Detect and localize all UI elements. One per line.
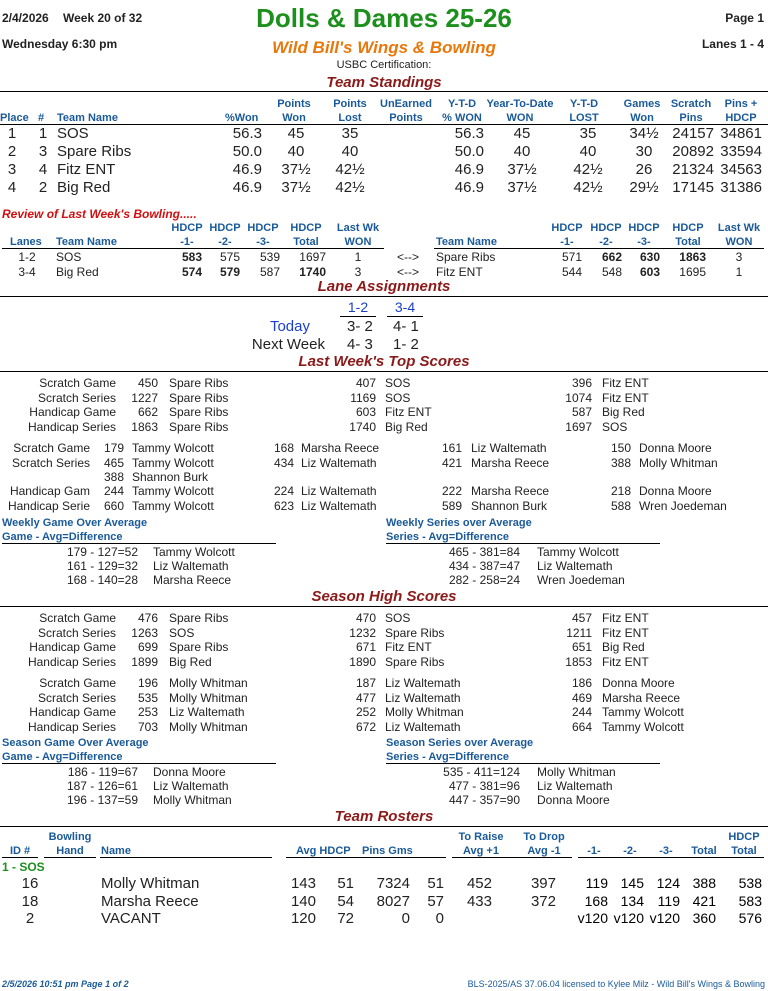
roster-hdcp: 72: [337, 910, 354, 927]
standings-num: 4: [38, 161, 48, 178]
n2: Molly Whitman: [385, 705, 464, 719]
n3: Shannon Burk: [471, 499, 548, 513]
n2: Liz Waltemath: [385, 719, 461, 734]
roster-drop: 372: [530, 892, 556, 910]
roster-g2: 145: [620, 875, 644, 891]
review-b1: 544: [561, 265, 582, 279]
v2: 477: [355, 690, 376, 705]
today-lane-2: 4- 1: [393, 318, 419, 335]
review-title: Review of Last Week's Bowling.....: [2, 207, 197, 221]
review-lanes: 3-4: [18, 265, 36, 279]
n3: Marsha Reece: [602, 690, 681, 705]
label: Scratch Series: [11, 456, 90, 470]
n1: Shannon Burk: [132, 470, 209, 484]
roster-hdcp: 51: [337, 875, 354, 892]
roster-pins: 7324: [376, 875, 410, 892]
label: Scratch Game: [39, 376, 116, 390]
v2: 470: [355, 611, 376, 625]
n1: Big Red: [169, 654, 212, 669]
standings-hdcp: 34563: [720, 161, 762, 178]
standings-pl: 40: [341, 143, 359, 160]
v1: 476: [137, 611, 158, 625]
review-bw: 1: [735, 265, 743, 279]
n3: Tammy Wolcott: [602, 719, 684, 734]
roster-id: 16: [21, 875, 39, 892]
n2: Liz Waltemath: [301, 456, 377, 470]
weekly-game-over-title: Weekly Game Over Average: [2, 517, 148, 529]
lanes-title: Lane Assignments: [317, 278, 451, 295]
roster-pins: 8027: [376, 892, 410, 910]
review-b1: 571: [561, 250, 582, 264]
v1: 660: [103, 499, 124, 513]
v3: 244: [571, 705, 592, 719]
roster-g1: v120: [577, 910, 608, 926]
review-t1: SOS: [56, 250, 82, 264]
n3: Big Red: [602, 640, 645, 654]
n1: Spare Ribs: [169, 376, 229, 390]
review-a2: 579: [219, 265, 240, 279]
v3: 469: [571, 690, 592, 705]
v1: 388: [103, 470, 124, 484]
season-title: Season High Scores: [311, 588, 457, 605]
roster-gms: 57: [427, 892, 444, 910]
v2: 252: [355, 705, 376, 719]
series-over-calc: 477 - 381=96: [448, 779, 520, 793]
review-a3: 539: [259, 250, 280, 264]
v1: 253: [137, 705, 158, 719]
label: Handicap Game: [29, 640, 116, 654]
v2: 672: [355, 719, 376, 734]
review-a2: 575: [219, 250, 240, 264]
roster-id: 2: [25, 910, 35, 927]
game-over-calc: 196 - 137=59: [66, 793, 138, 807]
game-over-calc: 187 - 126=61: [66, 779, 138, 793]
n4: Molly Whitman: [639, 456, 718, 470]
season-game-over-title: Season Game Over Average: [2, 737, 149, 749]
weekly-game-over-sub: Game - Avg=Difference: [2, 531, 123, 543]
page-number: Page 1: [725, 11, 764, 25]
standings-ytdw: 40: [513, 143, 531, 160]
n1: Tammy Wolcott: [132, 499, 214, 513]
v2: 603: [355, 405, 376, 419]
game-over-name: Donna Moore: [153, 765, 226, 779]
roster-team-label: 1 - SOS: [2, 860, 45, 874]
roster-g3: v120: [649, 910, 680, 926]
standings-team: Big Red: [57, 179, 111, 196]
standings-hdcp: 33594: [720, 143, 762, 160]
n2: Fitz ENT: [385, 405, 432, 419]
standings-pins: 20892: [672, 143, 714, 160]
usbc-cert: USBC Certification:: [336, 59, 432, 71]
report-date: 2/4/2026: [2, 11, 49, 25]
v3: 161: [441, 441, 462, 455]
roster-avg: 120: [290, 910, 316, 927]
n4: Donna Moore: [639, 484, 712, 498]
v2: 623: [273, 499, 294, 513]
v2: 1169: [350, 390, 376, 405]
roster-g3: 119: [657, 892, 680, 909]
roster-gms: 51: [427, 875, 444, 892]
today-lane-1: 3- 2: [347, 318, 373, 335]
v1: 703: [137, 719, 158, 734]
n3: Fitz ENT: [602, 390, 649, 405]
game-over-name: Liz Waltemath: [153, 559, 229, 573]
n1: Spare Ribs: [169, 611, 229, 625]
standings-num: 1: [38, 125, 48, 142]
review-a1: 583: [181, 250, 202, 264]
roster-g1: 168: [584, 892, 608, 909]
v2: 407: [355, 376, 376, 390]
label: Scratch Series: [37, 390, 116, 405]
standings-pins: 21324: [672, 161, 714, 178]
top-scores-title: Last Week's Top Scores: [298, 353, 470, 370]
standings-ytdl: 42½: [573, 161, 603, 178]
standings-pl: 42½: [335, 179, 365, 196]
v4: 218: [610, 484, 631, 498]
series-over-calc: 465 - 381=84: [448, 545, 520, 559]
standings-pw: 40: [287, 143, 305, 160]
review-bt: 1695: [679, 265, 706, 279]
weekly-series-over-title: Weekly Series over Average: [386, 517, 532, 529]
v1: 450: [137, 376, 158, 390]
review-b2: 548: [601, 265, 622, 279]
label: Handicap Series: [27, 419, 116, 434]
v4: 588: [610, 499, 631, 513]
lane-col-2: 3-4: [394, 299, 416, 315]
v2: 1232: [349, 625, 376, 640]
roster-g2: v120: [613, 910, 644, 926]
standings-gw: 30: [635, 143, 653, 160]
game-over-name: Liz Waltemath: [153, 779, 229, 793]
standings-hdcp: 34861: [720, 125, 762, 142]
standings-ytdpct: 46.9: [454, 179, 484, 196]
n1: Liz Waltemath: [169, 705, 245, 719]
v2: 1740: [349, 419, 376, 434]
roster-name: VACANT: [101, 910, 161, 927]
v3: 651: [571, 640, 592, 654]
label: Scratch Game: [39, 611, 116, 625]
lanes-range: Lanes 1 - 4: [701, 37, 764, 51]
label: Handicap Series: [27, 719, 116, 734]
standings-ytdw: 37½: [507, 161, 537, 178]
v1: 1863: [131, 419, 158, 434]
standings-ytdpct: 46.9: [454, 161, 484, 178]
weekly-series-over-sub: Series - Avg=Difference: [386, 531, 509, 543]
n2: Fitz ENT: [385, 640, 432, 654]
label: Handicap Game: [29, 405, 116, 419]
lane-col-1: 1-2: [347, 299, 369, 315]
standings-team: SOS: [57, 125, 89, 142]
n2: Liz Waltemath: [301, 499, 377, 513]
n1: Tammy Wolcott: [132, 484, 214, 498]
n1: SOS: [169, 625, 195, 640]
review-a3: 587: [259, 265, 280, 279]
standings-pl: 42½: [335, 161, 365, 178]
roster-total: 388: [692, 875, 716, 891]
v3: 587: [571, 405, 592, 419]
standings-num: 2: [38, 179, 48, 196]
v2: 671: [355, 640, 376, 654]
n3: Liz Waltemath: [471, 441, 547, 455]
roster-htotal: 576: [738, 910, 762, 926]
standings-team: Fitz ENT: [57, 161, 116, 178]
label: Handicap Gam: [9, 484, 90, 498]
v2: 434: [273, 456, 294, 470]
roster-gms: 0: [435, 910, 444, 927]
v3: 589: [441, 499, 462, 513]
standings-place: 1: [7, 125, 17, 142]
standings-pct: 46.9: [232, 161, 262, 178]
label: Handicap Serie: [7, 499, 90, 513]
n3: Donna Moore: [602, 676, 675, 690]
roster-htotal: 583: [738, 892, 762, 909]
roster-htotal: 538: [738, 875, 762, 891]
standings-ytdl: 35: [579, 125, 597, 142]
review-b3: 630: [639, 250, 660, 264]
standings-pct: 46.9: [232, 179, 262, 196]
standings-pins: 24157: [672, 125, 714, 142]
standings-ytdpct: 50.0: [454, 143, 484, 160]
label: Handicap Series: [27, 654, 116, 669]
series-over-name: Liz Waltemath: [537, 779, 613, 793]
roster-total: 421: [692, 892, 716, 909]
series-over-name: Liz Waltemath: [537, 559, 613, 573]
standings-pw: 45: [287, 125, 305, 142]
review-t1: Big Red: [56, 265, 99, 279]
review-vs: <-->: [396, 250, 419, 264]
v3: 222: [441, 484, 462, 498]
review-bw: 3: [735, 250, 743, 264]
n1: Tammy Wolcott: [132, 441, 214, 455]
venue-name: Wild Bill's Wings & Bowling: [272, 38, 496, 57]
n3: Fitz ENT: [602, 611, 649, 625]
label: Scratch Series: [37, 690, 116, 705]
series-over-calc: 282 - 258=24: [448, 573, 520, 587]
roster-pins: 0: [401, 910, 410, 927]
standings-pw: 37½: [281, 179, 311, 196]
league-title: Dolls & Dames 25-26: [256, 3, 512, 33]
standings-ytdl: 40: [579, 143, 597, 160]
standings-pw: 37½: [281, 161, 311, 178]
series-over-calc: 535 - 411=124: [443, 765, 520, 779]
standings-place: 4: [7, 179, 17, 196]
n3: Fitz ENT: [602, 625, 649, 640]
game-over-name: Molly Whitman: [153, 793, 232, 807]
next-week-label: Next Week: [251, 336, 325, 353]
game-over-calc: 186 - 119=67: [67, 765, 138, 779]
review-aw: 3: [354, 265, 362, 279]
standings-ytdw: 45: [513, 125, 531, 142]
review-a1: 574: [181, 265, 202, 279]
v1: 179: [103, 441, 124, 455]
roster-id: 18: [21, 892, 39, 910]
footer-printed: 2/5/2026 10:51 pm Page 1 of 2: [2, 979, 129, 989]
n2: SOS: [385, 376, 411, 390]
standings-num: 3: [38, 143, 48, 160]
season-series-over-title: Season Series over Average: [386, 737, 534, 749]
v1: 699: [137, 640, 158, 654]
n4: Wren Joedeman: [639, 499, 727, 513]
review-at: 1697: [299, 250, 326, 264]
standings-ytdw: 37½: [507, 179, 537, 196]
label: Scratch Series: [37, 625, 116, 640]
day-time: Wednesday 6:30 pm: [2, 37, 118, 51]
v3: 396: [571, 376, 592, 390]
standings-pct: 50.0: [232, 143, 262, 160]
n1: Molly Whitman: [169, 719, 248, 734]
standings-place: 3: [7, 161, 17, 178]
roster-name: Marsha Reece: [101, 892, 199, 910]
standings-gw: 29½: [629, 179, 659, 196]
next-lane-2: 1- 2: [393, 336, 419, 353]
standings-ytdl: 42½: [573, 179, 603, 196]
game-over-name: Tammy Wolcott: [153, 545, 235, 559]
v2: 224: [273, 484, 294, 498]
review-at: 1740: [299, 265, 326, 279]
roster-g3: 124: [656, 875, 680, 891]
review-t2: Fitz ENT: [436, 265, 483, 279]
game-over-calc: 168 - 140=28: [66, 573, 138, 587]
n1: Spare Ribs: [169, 390, 229, 405]
series-over-calc: 434 - 387=47: [448, 559, 520, 573]
v1: 1227: [131, 390, 158, 405]
series-over-name: Tammy Wolcott: [537, 545, 619, 559]
week-label: Week 20 of 32: [63, 11, 143, 25]
season-series-over-sub: Series - Avg=Difference: [386, 751, 509, 763]
v3: 457: [571, 611, 592, 625]
standings-place: 2: [7, 143, 17, 160]
series-over-calc: 447 - 357=90: [448, 793, 520, 807]
next-lane-1: 4- 3: [347, 336, 373, 353]
label: Scratch Game: [13, 441, 90, 455]
roster-name: Molly Whitman: [101, 875, 200, 892]
v2: 168: [273, 441, 294, 455]
roster-g1: 119: [585, 875, 608, 891]
n3: Fitz ENT: [602, 654, 649, 669]
label: Handicap Game: [29, 705, 116, 719]
v3: 186: [571, 676, 592, 690]
roster-raise: 452: [466, 875, 492, 892]
roster-hdcp: 54: [337, 892, 354, 910]
standings-pins: 17145: [672, 179, 714, 196]
n2: Marsha Reece: [301, 441, 380, 455]
series-over-name: Wren Joedeman: [537, 573, 625, 587]
review-t2: Spare Ribs: [436, 250, 496, 264]
n2: SOS: [385, 390, 411, 405]
v3: 421: [441, 456, 462, 470]
review-lanes: 1-2: [18, 250, 36, 264]
n3: Big Red: [602, 405, 645, 419]
game-over-calc: 179 - 127=52: [66, 545, 138, 559]
footer-license: BLS-2025/AS 37.06.04 licensed to Kylee Milz - Wild Bill's Wings & Bowling: [467, 979, 765, 989]
n2: Liz Waltemath: [385, 690, 461, 705]
standings-pct: 56.3: [232, 125, 262, 142]
standings-title: Team Standings: [326, 74, 442, 91]
standings-gw: 26: [635, 161, 653, 178]
n2: Liz Waltemath: [385, 676, 461, 690]
n3: Marsha Reece: [471, 456, 550, 470]
series-over-name: Molly Whitman: [537, 765, 616, 779]
review-aw: 1: [354, 250, 362, 264]
roster-avg: 143: [290, 875, 316, 892]
roster-g2: 134: [620, 892, 644, 909]
v1: 535: [137, 690, 158, 705]
v1: 465: [103, 456, 124, 470]
n2: SOS: [385, 611, 411, 625]
n3: SOS: [602, 419, 628, 434]
game-over-name: Marsha Reece: [153, 573, 232, 587]
n3: Tammy Wolcott: [602, 705, 684, 719]
v4: 150: [610, 441, 631, 455]
standings-pl: 35: [341, 125, 359, 142]
v3: 1853: [565, 654, 592, 669]
roster-raise: 433: [466, 892, 492, 910]
game-over-calc: 161 - 129=32: [66, 559, 138, 573]
v1: 1899: [131, 654, 158, 669]
standings-gw: 34½: [629, 125, 659, 142]
n2: Big Red: [385, 419, 428, 434]
roster-drop: 397: [530, 875, 556, 892]
label: Scratch Game: [39, 676, 116, 690]
season-game-over-sub: Game - Avg=Difference: [2, 751, 123, 763]
n1: Molly Whitman: [169, 690, 248, 705]
standings-hdcp: 31386: [720, 179, 762, 196]
v3: 1697: [565, 419, 592, 434]
series-over-name: Donna Moore: [537, 793, 610, 807]
review-b2: 662: [601, 250, 622, 264]
v1: 1263: [131, 625, 158, 640]
review-b3: 603: [639, 265, 660, 279]
roster-avg: 140: [290, 892, 316, 910]
n3: Marsha Reece: [471, 484, 550, 498]
n2: Spare Ribs: [385, 625, 445, 640]
standings-team: Spare Ribs: [57, 143, 132, 160]
review-vs: <-->: [396, 265, 419, 279]
v2: 187: [355, 676, 376, 690]
v1: 662: [137, 405, 158, 419]
n3: Fitz ENT: [602, 376, 649, 390]
roster-total: 360: [692, 910, 716, 926]
n1: Tammy Wolcott: [132, 456, 214, 470]
n2: Spare Ribs: [385, 654, 445, 669]
today-label: Today: [269, 318, 310, 335]
rosters-title: Team Rosters: [334, 808, 434, 825]
n1: Spare Ribs: [169, 405, 229, 419]
n1: Spare Ribs: [169, 419, 229, 434]
v3: 1211: [566, 625, 592, 640]
standings-ytdpct: 56.3: [454, 125, 484, 142]
review-bt: 1863: [679, 250, 706, 264]
v4: 388: [610, 456, 631, 470]
n1: Spare Ribs: [169, 640, 229, 654]
v2: 1890: [349, 654, 376, 669]
v1: 244: [103, 484, 124, 498]
n1: Molly Whitman: [169, 676, 248, 690]
v1: 196: [137, 676, 158, 690]
v3: 1074: [565, 390, 592, 405]
n4: Donna Moore: [639, 441, 712, 455]
v3: 664: [571, 719, 592, 734]
n2: Liz Waltemath: [301, 484, 377, 498]
